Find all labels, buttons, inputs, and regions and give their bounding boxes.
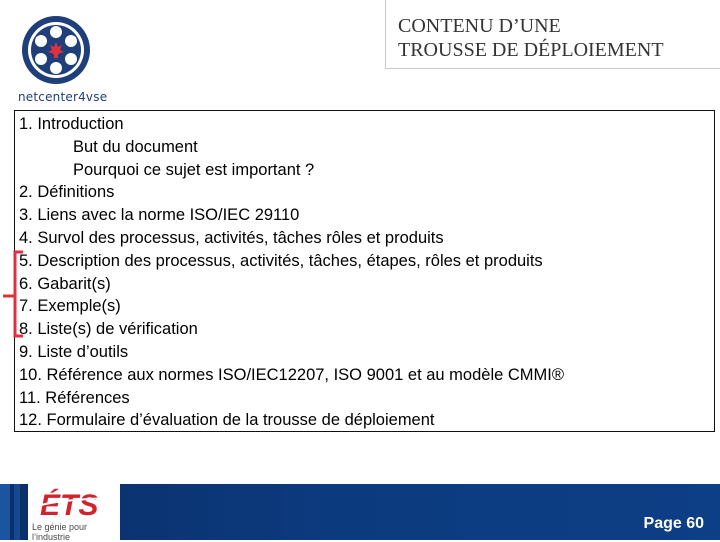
list-item: 5. Description des processus, activités, tâches, étapes, rôles et produits [19, 251, 543, 270]
netcenter-logo-icon [8, 10, 128, 90]
page-title [398, 14, 718, 62]
ets-logo-box [28, 484, 120, 540]
contents-list [14, 110, 715, 432]
list-item: 4. Survol des processus, activités, tâches rôles et produits [19, 228, 444, 247]
list-item: 2. Définitions [19, 183, 115, 202]
list-item: 8. Liste(s) de vérification [19, 320, 198, 339]
list-item: 3. Liens avec la norme ISO/IEC 29110 [19, 206, 300, 225]
list-subitem: But du document [73, 137, 198, 156]
logo-wordmark: netcenter4vse [18, 90, 108, 104]
list-item: 6. Gabarit(s) [19, 274, 111, 293]
netcenter-logo [8, 10, 128, 104]
ets-logo-text: ÉTS [40, 489, 99, 520]
list-item: 7. Exemple(s) [19, 297, 121, 316]
list-item: 10. Référence aux normes ISO/IEC12207, ISO 9001 et au modèle CMMI® [19, 365, 565, 384]
footer [0, 484, 720, 540]
list-item: 11. Références [19, 388, 130, 407]
list-item: 9. Liste d’outils [19, 342, 129, 361]
list-item: 1. Introduction [19, 115, 124, 133]
list-item: 12. Formulaire d’évaluation de la trousse de déploiement [19, 411, 435, 430]
page-number: Page 60 [643, 515, 704, 532]
title-line-1: CONTENU D’UNE [398, 15, 561, 37]
red-bracket-annotation [3, 250, 27, 340]
footer-stripe [14, 484, 20, 540]
ets-tagline: Le génie pour l’industrie [32, 522, 88, 542]
footer-stripe [0, 484, 10, 540]
ets-logo-icon [36, 486, 114, 520]
title-line-2: TROUSSE DE DÉPLOIEMENT [398, 39, 664, 61]
list-subitem: Pourquoi ce sujet est important ? [73, 160, 315, 179]
